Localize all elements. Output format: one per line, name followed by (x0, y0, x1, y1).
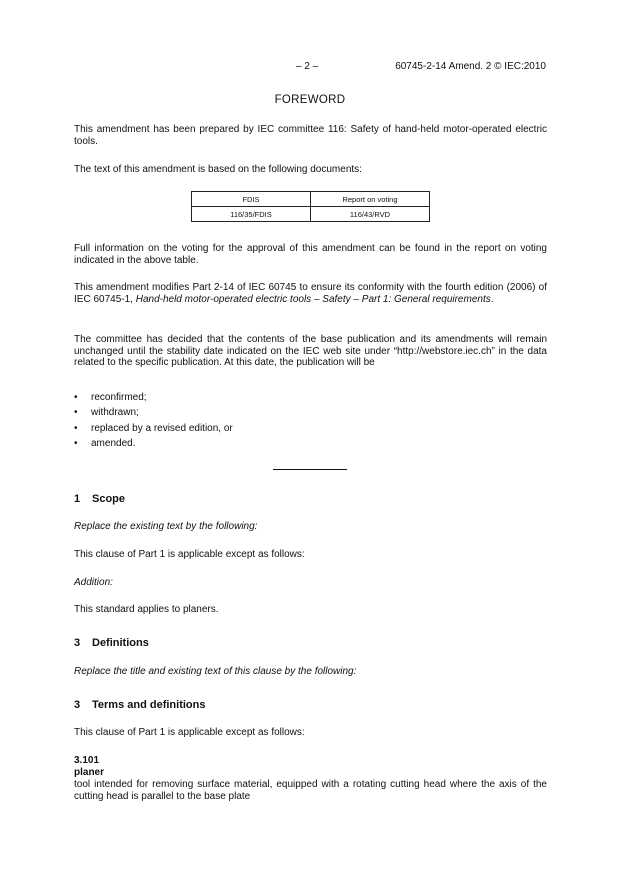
bullet-icon: • (74, 438, 78, 449)
bullet-icon: • (74, 407, 78, 418)
bullet-icon: • (74, 423, 78, 434)
foreword-paragraph-3: Full information on the voting for the approval of this amendment can be found in the report on voting indicated in the above table. (74, 243, 547, 266)
section-number: 3 (74, 637, 81, 649)
section-title: Definitions (92, 637, 149, 649)
section-number: 1 (74, 493, 81, 505)
scope-instruction: Replace the existing text by the following: (74, 521, 258, 532)
list-item-text: withdrawn; (91, 407, 139, 418)
foreword-paragraph-2: The text of this amendment is based on the following documents: (74, 164, 362, 175)
table-cell: 116/43/RVD (311, 207, 430, 222)
definitions-instruction: Replace the title and existing text of this clause by the following: (74, 666, 357, 677)
page-header (0, 61, 620, 73)
addition-label: Addition: (74, 577, 113, 588)
foreword-paragraph-4 (74, 282, 547, 305)
term-entry-definition: tool intended for removing surface material, equipped with a rotating cutting head where the axis of the cutting head is parallel to the base plate (74, 779, 547, 802)
section-divider (273, 469, 347, 470)
section-number: 3 (74, 699, 81, 711)
table-header-cell: Report on voting (311, 192, 430, 207)
term-entry-number: 3.101 (74, 755, 100, 766)
bullet-icon: • (74, 392, 78, 403)
table-row (192, 207, 430, 222)
terms-applicability: This clause of Part 1 is applicable except as follows: (74, 727, 305, 738)
section-title: Terms and definitions (92, 699, 206, 711)
table-header-row (192, 192, 430, 207)
page-number: – 2 – (296, 61, 319, 72)
list-item-text: amended. (91, 438, 136, 449)
document-reference: 60745-2-14 Amend. 2 © IEC:2010 (395, 61, 546, 72)
scope-text: This standard applies to planers. (74, 604, 219, 615)
table-cell: 116/35/FDIS (192, 207, 311, 222)
list-item-text: reconfirmed; (91, 392, 147, 403)
referenced-standard-title: Hand-held motor-operated electric tools – Safety – Part 1: General requirements (135, 293, 491, 305)
voting-documents-table (191, 191, 430, 222)
foreword-title: FOREWORD (274, 94, 346, 106)
scope-applicability: This clause of Part 1 is applicable except as follows: (74, 549, 305, 560)
term-entry-term: planer (74, 767, 105, 778)
paragraph-4-end: . (490, 293, 494, 305)
section-title: Scope (92, 493, 126, 505)
list-item-text: replaced by a revised edition, or (91, 423, 233, 434)
paragraph-4-text: This amendment modifies Part 2-14 of IEC 60745 to ensure its conformity with the fourth edition (2006) of IEC 60745-1, (74, 282, 547, 305)
table-header-cell: FDIS (192, 192, 311, 207)
foreword-paragraph-1: This amendment has been prepared by IEC committee 116: Safety of hand-held motor-operated electric tools. (74, 124, 547, 147)
foreword-paragraph-5: The committee has decided that the contents of the base publication and its amendments will remain unchanged until the stability date indicated on the IEC web site under “http://webstore.iec.ch” in the data related to the specific publication. At this date, the publication will be (74, 334, 547, 368)
